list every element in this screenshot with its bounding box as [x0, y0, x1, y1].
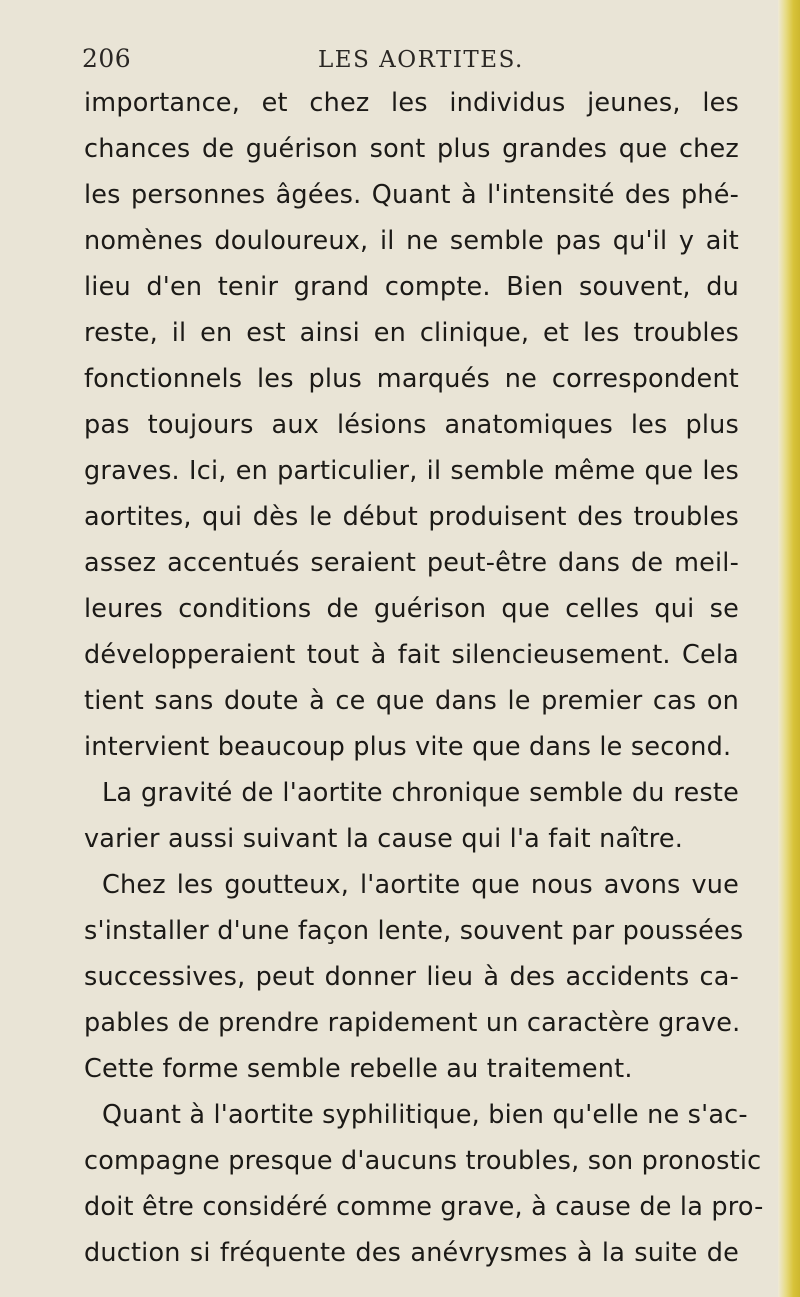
text-line: Chez les goutteux, l'aortite que nous avons vue [102, 870, 739, 900]
text-line: reste, il en est ainsi en clinique, et les troubles [84, 318, 739, 348]
text-line: Cette forme semble rebelle au traitement. [84, 1054, 633, 1084]
page-edge [778, 0, 800, 1297]
text-line: compagne presque d'aucuns troubles, son pronostic [84, 1146, 762, 1176]
text-line: Quant à l'aortite syphilitique, bien qu'elle ne s'ac- [102, 1100, 748, 1130]
text-line: graves. Ici, en particulier, il semble même que les [84, 456, 739, 486]
text-line: pables de prendre rapidement un caractère grave. [84, 1008, 741, 1038]
text-line: lieu d'en tenir grand compte. Bien souvent, du [84, 272, 739, 302]
text-line: assez accentués seraient peut-être dans de meil- [84, 548, 739, 578]
text-line: intervient beaucoup plus vite que dans le second. [84, 732, 732, 762]
text-line: nomènes douloureux, il ne semble pas qu'il y ait [84, 226, 739, 256]
running-head: LES AORTITES. [318, 47, 524, 73]
text-line: pas toujours aux lésions anatomiques les plus [84, 410, 739, 440]
text-line: importance, et chez les individus jeunes, les [84, 88, 739, 118]
text-line: fonctionnels les plus marqués ne correspondent [84, 364, 739, 394]
text-line: doit être considéré comme grave, à cause de la pro- [84, 1192, 764, 1222]
body-text [84, 80, 764, 1276]
text-line: chances de guérison sont plus grandes que chez [84, 134, 739, 164]
text-line: développeraient tout à fait silencieusement. Cela [84, 640, 739, 670]
text-line: les personnes âgées. Quant à l'intensité des phé- [84, 180, 739, 210]
text-line: duction si fréquente des anévrysmes à la suite de [84, 1238, 739, 1268]
text-line: tient sans doute à ce que dans le premier cas on [84, 686, 739, 716]
text-line: leures conditions de guérison que celles qui se [84, 594, 739, 624]
page-header [70, 44, 770, 84]
text-line: aortites, qui dès le début produisent des troubles [84, 502, 739, 532]
text-line: La gravité de l'aortite chronique semble du reste [102, 778, 739, 808]
text-line: s'installer d'une façon lente, souvent par poussées [84, 916, 744, 946]
text-line: varier aussi suivant la cause qui l'a fait naître. [84, 824, 684, 854]
text-line: successives, peut donner lieu à des accidents ca- [84, 962, 739, 992]
page-number: 206 [82, 44, 132, 73]
